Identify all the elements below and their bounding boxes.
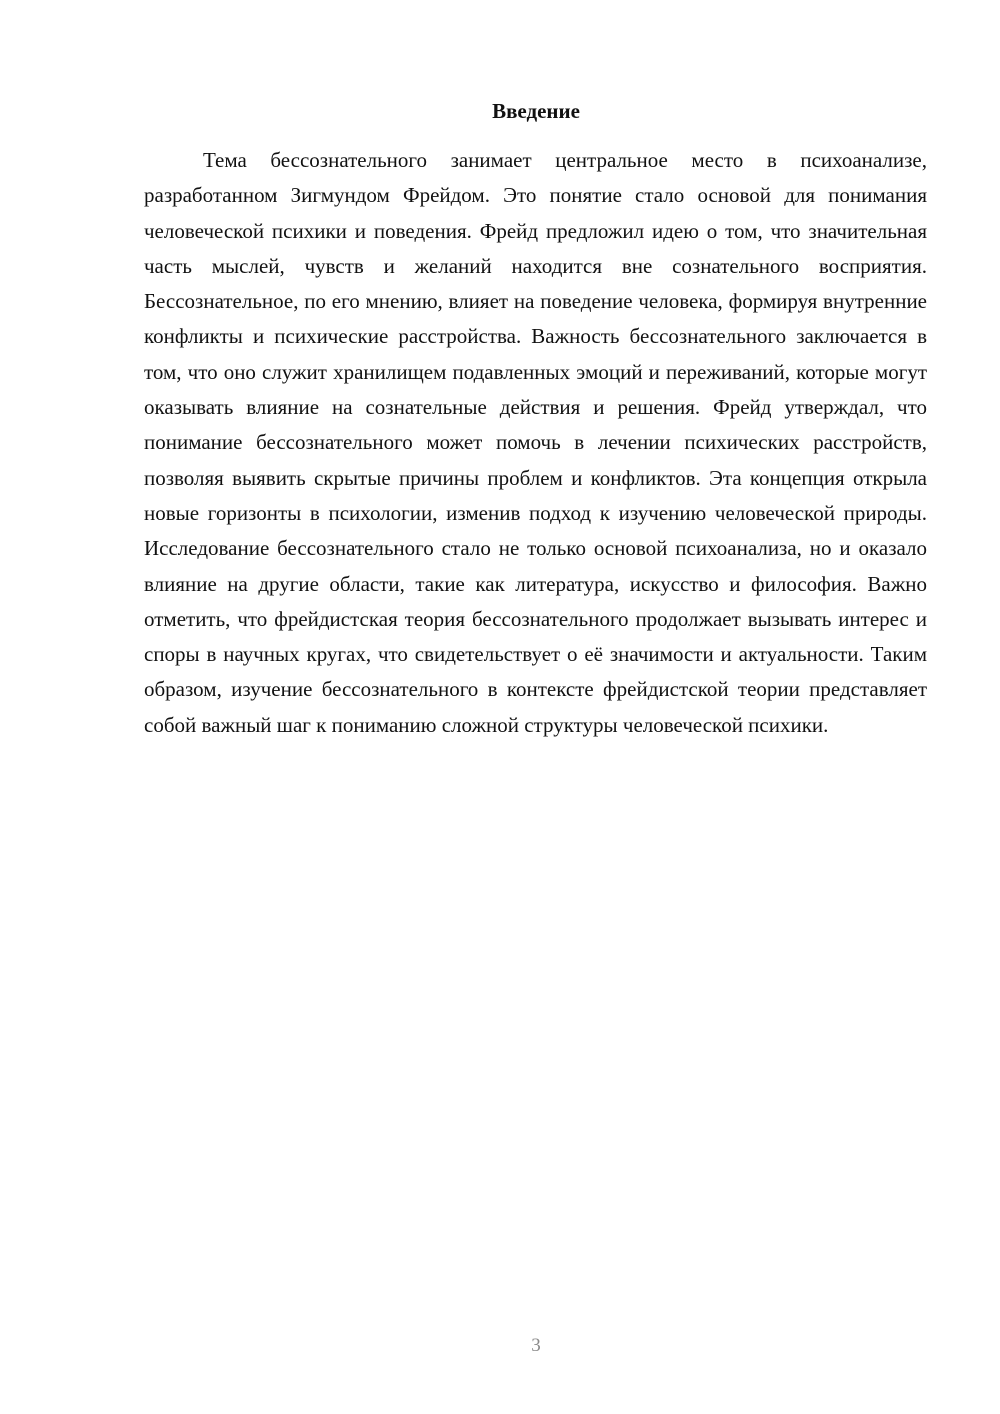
section-heading: Введение xyxy=(492,99,580,123)
body-paragraph: Тема бессознательного занимает центральное место в психоанализе, разработанном Зигмундом Фрейдом. Это понятие стало основой для понимания человеческой психики и поведения. Фрейд предложил идею о том, что значительная часть мыслей, чувств и желаний находится вне сознательного восприятия. Бессознательное, по его мнению, влияет на поведение человека, формируя внутренние конфликты и психические расстройства. Важность бессознательного заключается в том, что оно служит хранилищем подавленных эмоций и переживаний, которые могут оказывать влияние на сознательные действия и решения. Фрейд утверждал, что понимание бессознательного может помочь в лечении психических расстройств, позволяя выявить скрытые причины проблем и конфликтов. Эта концепция открыла новые горизонты в психологии, изменив подход к изучению человеческой природы. Исследование бессознательного стало не только основой психоанализа, но и оказало влияние на другие области, такие как литература, искусство и философия. Важно отметить, что фрейдистская теория бессознательного продолжает вызывать интерес и споры в научных кругах, что свидетельствует о её значимости и актуальности. Таким образом, изучение бессознательного в контексте фрейдистской теории представляет собой важный шаг к пониманию сложной структуры человеческой психики. xyxy=(144,148,927,737)
page-number: 3 xyxy=(531,1335,541,1356)
